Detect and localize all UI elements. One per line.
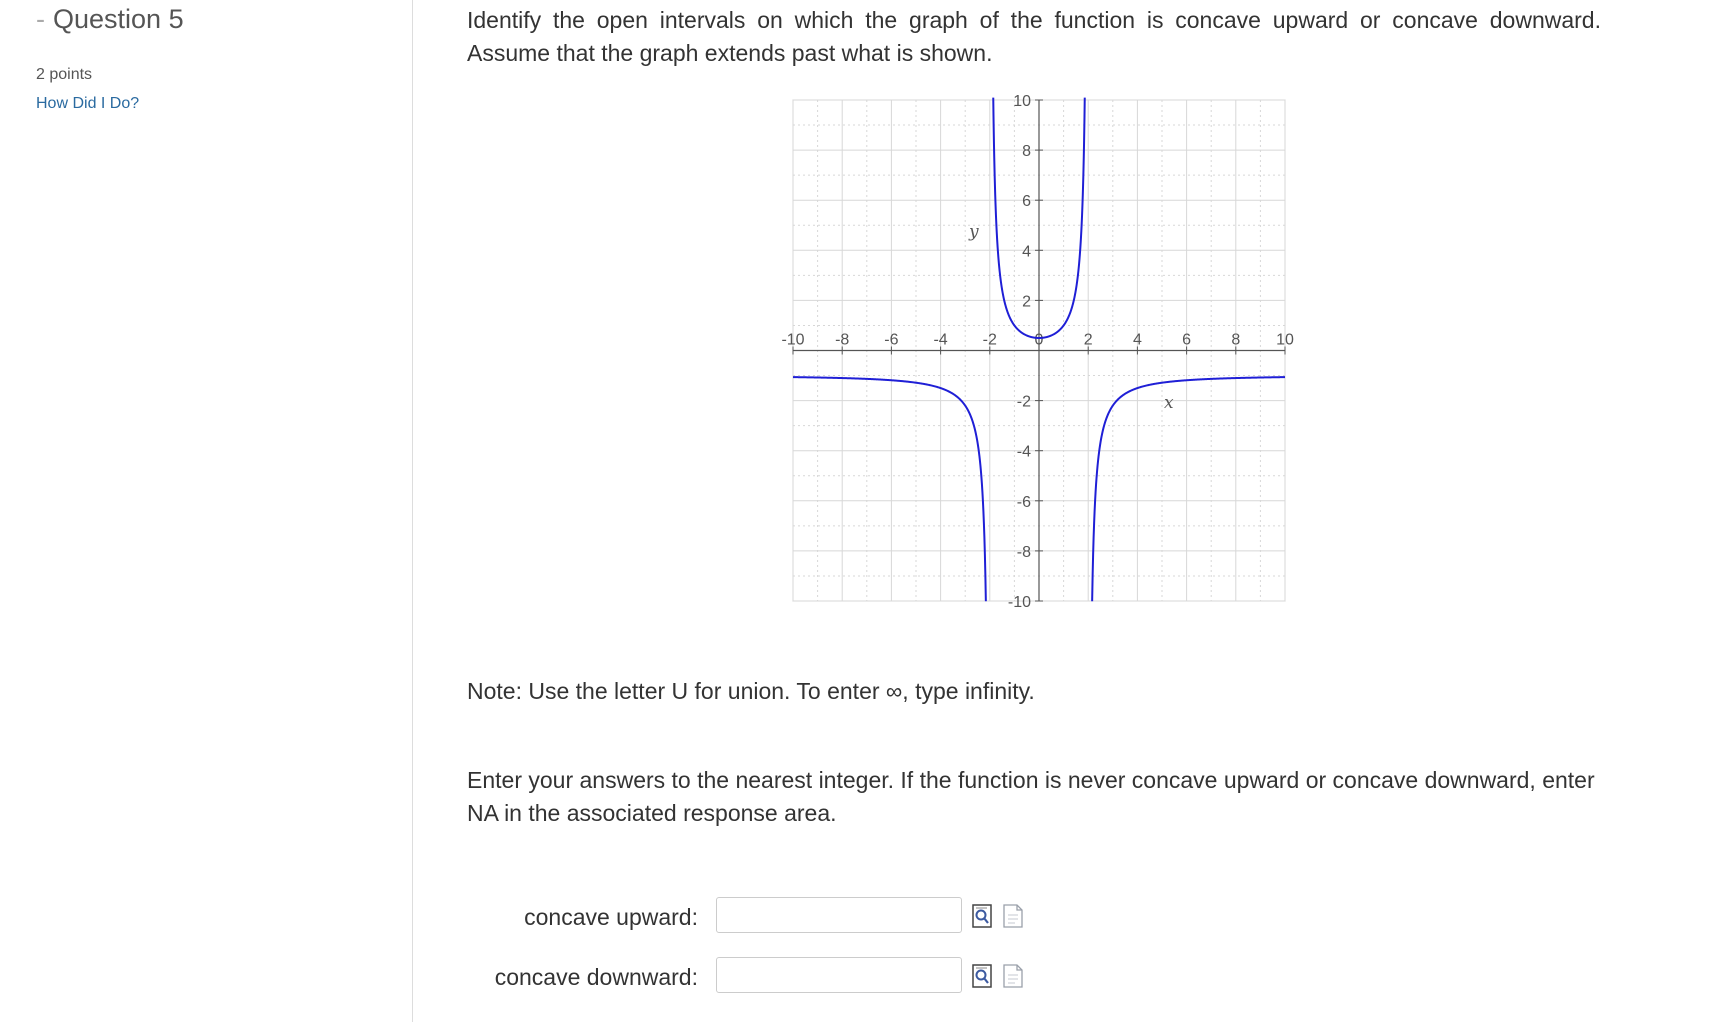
union-note: Note: Use the letter U for union. To enter ∞, type infinity. xyxy=(467,678,1035,704)
function-graph xyxy=(770,90,1310,616)
column-divider xyxy=(412,0,413,1022)
x-tick-label: -6 xyxy=(884,331,899,349)
question-prompt: Identify the open intervals on which the graph of the function is concave upward or concave downward. Assume that the graph extends past what is shown. xyxy=(467,7,1601,66)
y-tick-label: 8 xyxy=(1022,143,1031,161)
x-tick-label: -10 xyxy=(781,331,805,349)
concave-upward-input[interactable] xyxy=(716,897,962,933)
x-tick-label: 4 xyxy=(1132,331,1142,349)
x-tick-label: -4 xyxy=(933,331,948,349)
y-tick-label: -8 xyxy=(1016,543,1031,561)
y-tick-label: -2 xyxy=(1016,393,1031,411)
y-tick-label: 6 xyxy=(1022,193,1031,211)
graph-tick-labels xyxy=(781,93,1294,611)
equation-editor-icon[interactable] xyxy=(972,964,992,988)
x-tick-label: 10 xyxy=(1276,331,1294,349)
how-did-i-do-link[interactable]: How Did I Do? xyxy=(36,95,140,112)
curve-left-branch xyxy=(793,377,986,601)
y-tick-label: 4 xyxy=(1022,243,1031,261)
equation-editor-icon[interactable] xyxy=(972,904,992,928)
syntax-help-icon[interactable] xyxy=(1003,904,1023,928)
y-tick-label: 2 xyxy=(1022,293,1031,311)
answer-instructions: Enter your answers to the nearest integer. If the function is never concave upward or concave downward, enter NA in the associated response area. xyxy=(467,767,1595,826)
x-axis-label: x xyxy=(1164,393,1174,413)
x-tick-label: 2 xyxy=(1083,331,1093,349)
syntax-help-icon[interactable] xyxy=(1003,964,1023,988)
question-header[interactable] xyxy=(36,4,184,35)
question-sidebar xyxy=(0,0,412,1022)
x-tick-label: 8 xyxy=(1231,331,1241,349)
concave-downward-input[interactable] xyxy=(716,957,962,993)
y-axis-label: y xyxy=(969,222,979,242)
y-tick-label: -10 xyxy=(1007,594,1031,611)
y-tick-label: -4 xyxy=(1016,443,1031,461)
question-title: Question 5 xyxy=(53,4,184,34)
x-tick-label: -2 xyxy=(982,331,997,349)
x-tick-label: 6 xyxy=(1182,331,1192,349)
y-tick-label: -6 xyxy=(1016,493,1031,511)
concave-downward-label: concave downward: xyxy=(494,964,698,990)
x-tick-label: -8 xyxy=(835,331,850,349)
y-tick-label: 10 xyxy=(1013,93,1031,110)
x-tick-label: 0 xyxy=(1034,331,1044,349)
question-points: 2 points xyxy=(36,66,93,83)
collapse-icon[interactable]: - xyxy=(36,4,45,34)
curve-right-branch xyxy=(1092,377,1285,601)
concave-upward-label: concave upward: xyxy=(524,904,698,930)
